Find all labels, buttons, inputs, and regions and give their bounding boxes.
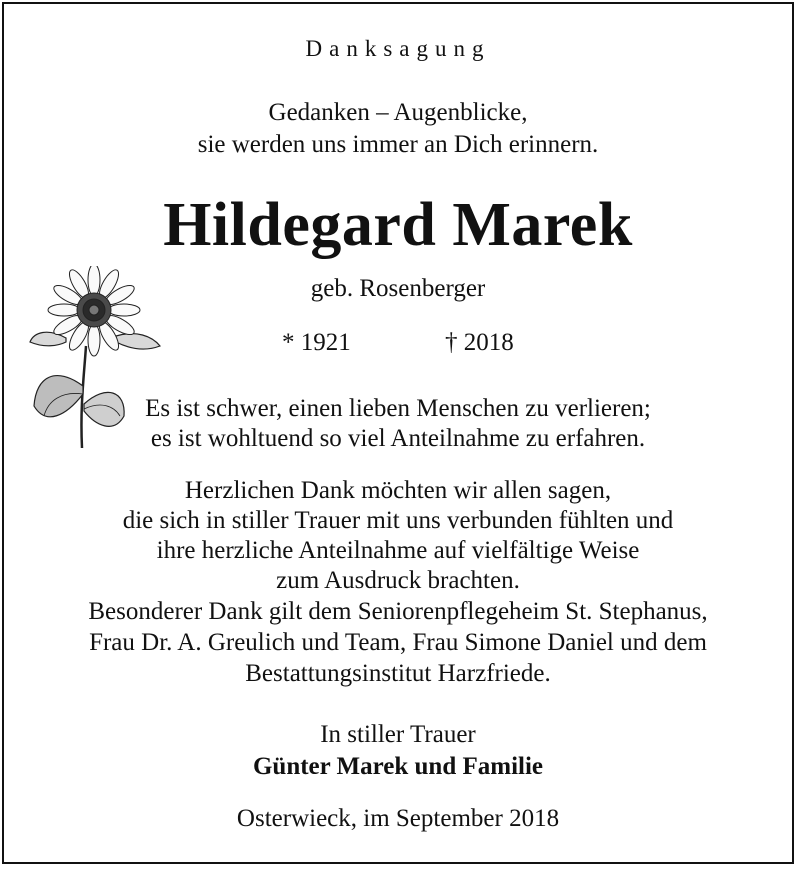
intro-line-2: sie werden uns immer an Dich erinnern. [197,131,599,158]
verse-line-1: Es ist schwer, einen lieben Menschen zu verlieren; [145,395,651,422]
thanks-line-6: Frau Dr. A. Greulich und Team, Frau Simone Daniel und dem [89,629,707,656]
obituary-card [2,2,794,864]
thanks-line-1: Herzlichen Dank möchten wir allen sagen, [184,477,612,504]
maiden-name: geb. Rosenberger [310,275,486,302]
thanks-line-2: die sich in stiller Trauer mit uns verbunden fühlten und [122,507,674,534]
place-date: Osterwieck, im September 2018 [236,805,560,832]
deceased-name: Hildegard Marek [163,191,633,259]
death-year: † 2018 [445,329,514,356]
signature: Günter Marek und Familie [252,753,544,780]
thanks-line-3: ihre herzliche Anteilnahme auf vielfältige Weise [156,537,640,564]
thanks-line-4: zum Ausdruck brachten. [276,567,520,594]
mourning-text: In stiller Trauer [320,721,476,748]
birth-year: * 1921 [282,329,351,356]
notice-title: Danksagung [305,36,491,61]
verse-line-2: es ist wohltuend so viel Anteilnahme zu erfahren. [150,425,646,452]
thanks-line-5: Besonderer Dank gilt dem Seniorenpflegeheim St. Stephanus, [88,598,708,625]
intro-line-1: Gedanken – Augenblicke, [268,99,528,126]
thanks-line-7: Bestattungsinstitut Harzfriede. [245,660,551,687]
